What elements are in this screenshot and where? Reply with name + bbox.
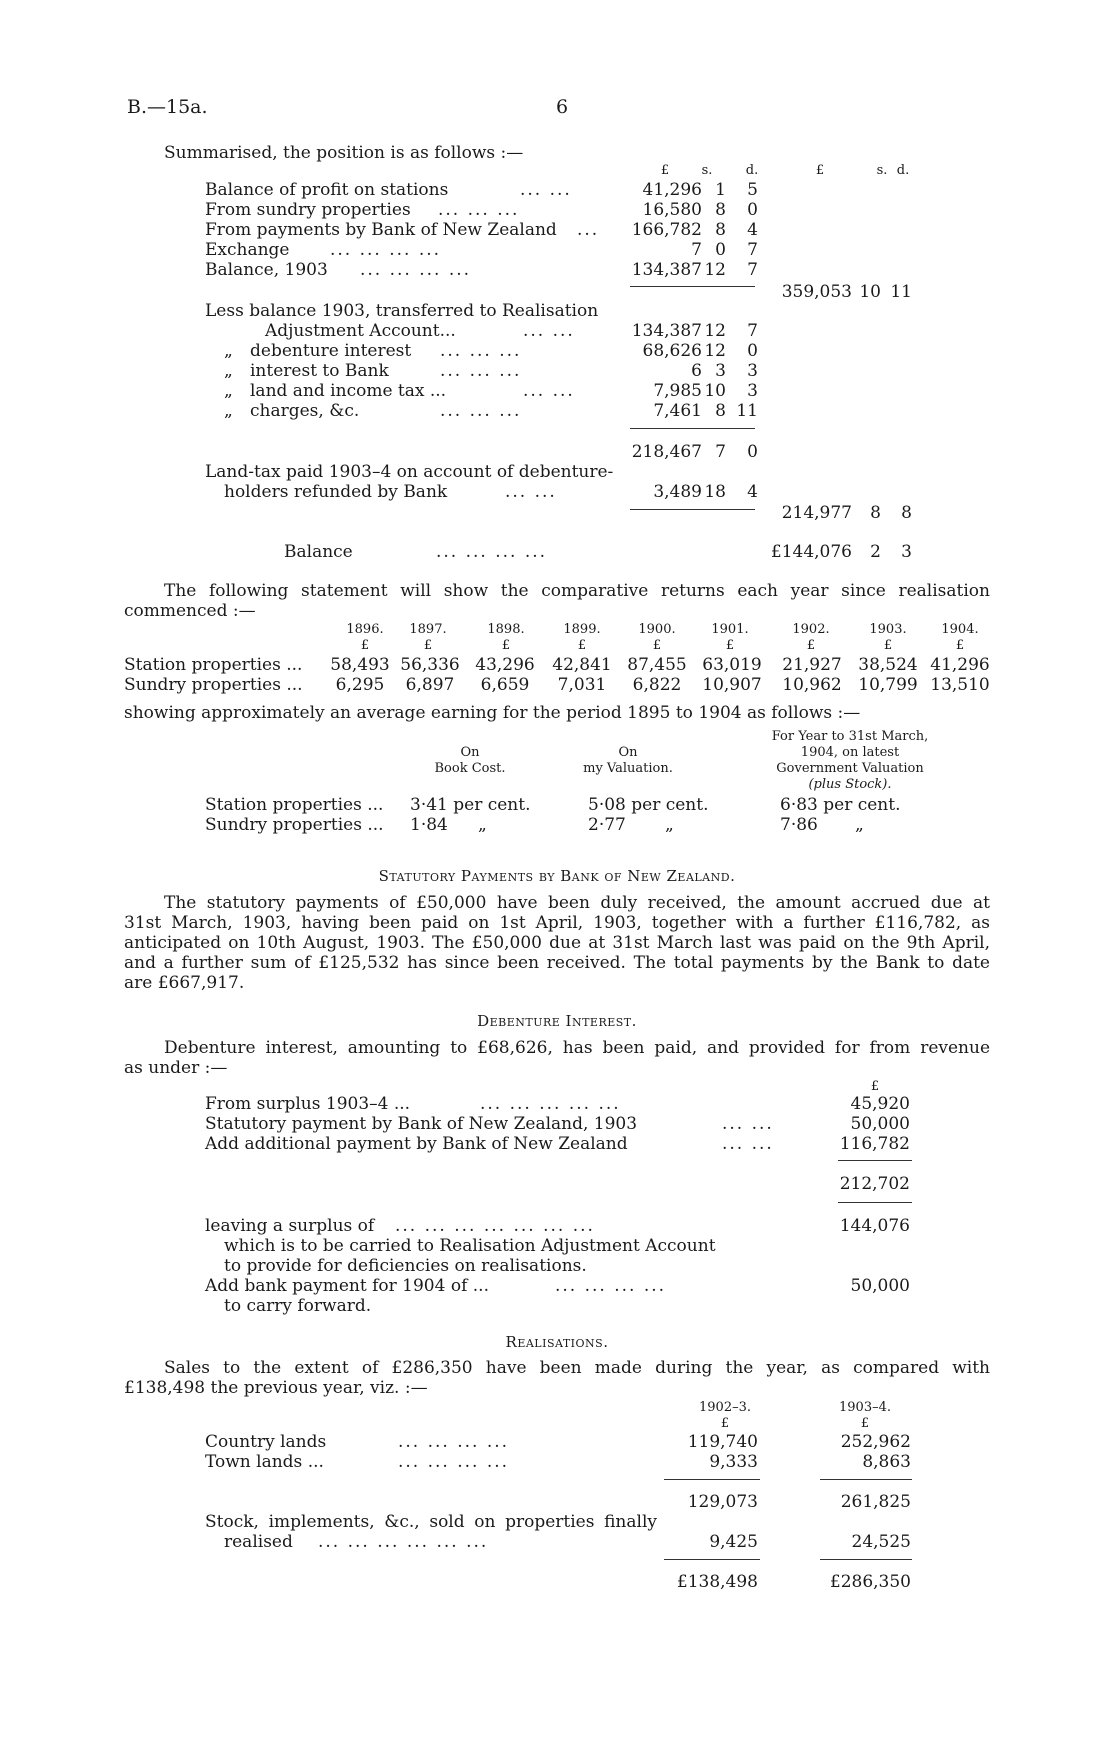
statutory-line-1: The statutory payments of £50,000 have been duly received, the amount accrued due at	[164, 893, 990, 913]
less-heading: Less balance 1903, transferred to Realisation	[205, 301, 599, 321]
avg-head-govt-4: (plus Stock).	[808, 777, 892, 792]
summary-total-1-shillings: 10	[859, 282, 881, 302]
document-page: B.—15a. 6 Summarised, the position is as follows :— £ s. d. £ s. d. Balance of profit on stations ... ... 41,296 1 5 From sundry properties ... ... ... 16,580 8 0 From payments by Bank of New Zealand ... 166,782 8 4 Exchange ... ... ... ... 7 0 7 Balance, 1903 ... ... ... ... 134,387 12 7 359,053 10 11 Less balance 1903, transferred to Realisation Adjustment Account... ... ... 134,387 12 7 „ debenture interest ... ... ... 68,626 12 0 „ interest to Bank ... ... ... 6 3 3 „ land and income tax ... ... ... 7,985 10 3 „ charges, &c. ... ... ... 7,461 8 11 218,467 7 0 Land-tax paid 1903–4 on account of debenture- holders refunded by Bank ... ... 3,489 18 4 214,977 8 8 Balance ... ... ... ... £144,076 2 3 The following statement will show the comparative returns each year since realisation commenced :— 1896. 1897. 1898. 1899. 1900. 1901. 1902. 1903. 1904. £ £ £ £ £ £ £ £ £ Station properties ... 58,493 56,336 43,296 42,841 87,455 63,019 21,927 38,524 41,296 Sundry properties ... 6,295 6,897 6,659 7,031 6,822 10,907 10,962 10,799 13,510 showing approximately an average earning for the period 1895 to 1904 as follows :— On Book Cost. On my Valuation. For Year to 31st March, 1904, on latest Government Valuation (plus Stock). Station properties ... 3·41 per cent. 5·08 per cent. 6·83 per cent. Sundry properties ... 1·84 „ 2·77 „ 7·86 „ Statutory Payments by Bank of New Zealand. The statutory payments of £50,000 have been duly received, the amount accrued due at 31st March, 1903, having been paid on 1st April, 1903, together with a further £116,782, as anticipated on 10th August, 1903. The £50,000 due at 31st March last was paid on the 9th April, and a further sum of £125,532 has since been received. The total payments by the Bank to date are £667,917. Debenture Interest. Debenture interest, amounting to £68,626, has been paid, and provided for from revenue as under :— £ From surplus 1903–4 ... ... ... ... ... ... 45,920 Statutory payment by Bank of New Zealand, 1903 ... ... 50,000 Add additional payment by Bank of New Zealand ... ... 116,782 212,702 leaving a surplus of ... ... ... ... ... ... ... 144,076 which is to be carried to Realisation Adjustment Account to provide for deficiencies on realisations. Add bank payment for 1904 of ... ... ... ... ... 50,000 to carry forward. Realisations. Sales to the extent of £286,350 have been made during the year, as compared with £138,498 the previous year, viz. :— 1902–3. 1903–4. £ £ Country lands ... ... ... ... 119,740 252,962 Town lands ... ... ... ... ... 9,333 8,863 129,073 261,825 Stock, implements, &c., sold on properties finally realised ... ... ... ... ... ... 9,425 24,525 £138,498 £286,350	[124, 96, 990, 1592]
sum-rule	[820, 1479, 912, 1480]
landtax-pence: 4	[747, 482, 758, 502]
col-head-pence-1: d.	[745, 163, 759, 178]
statutory-line-4: and a further sum of £125,532 has since been received. The total payments by the Bank to date	[124, 953, 990, 973]
average-intro: showing approximately an average earning for the period 1895 to 1904 as follows :—	[124, 703, 861, 723]
summary-total-1-pence: 11	[890, 282, 912, 302]
subtotal-shillings: 7	[715, 442, 726, 462]
realisations-subtotal-1: 129,073	[687, 1492, 758, 1512]
summary-total-1-pounds: 359,053	[781, 282, 852, 302]
surplus-dots: ... ... ... ... ... ... ...	[395, 1216, 595, 1236]
landtax-pounds: 3,489	[653, 482, 702, 502]
landtax-line-1: Land-tax paid 1903–4 on account of debenture-	[205, 462, 614, 482]
avg-head-valuation-1: On	[618, 745, 638, 760]
stock-value-1: 9,425	[709, 1532, 758, 1552]
col-head-pounds-2: £	[815, 163, 825, 178]
sum-rule	[838, 1160, 912, 1161]
sum-rule	[630, 509, 755, 510]
sum-rule	[838, 1202, 912, 1203]
subtotal-pence: 0	[747, 442, 758, 462]
col-head-pence-2: d.	[896, 163, 910, 178]
summary-intro: Summarised, the position is as follows :—	[164, 143, 524, 163]
page-number: 6	[556, 96, 569, 118]
surplus-note-1: which is to be carried to Realisation Adjustment Account	[224, 1236, 716, 1256]
realisations-unit-1: £	[720, 1416, 730, 1431]
landtax-line-2: holders refunded by Bank	[224, 482, 448, 502]
landtax-shillings: 18	[704, 482, 726, 502]
statutory-line-5: are £667,917.	[124, 973, 245, 993]
balance-shillings: 2	[870, 542, 881, 562]
realisations-year-2: 1903–4.	[839, 1400, 891, 1415]
realisations-total-1: £138,498	[676, 1572, 758, 1592]
summary-total-2-shillings: 8	[870, 503, 881, 523]
realisations-unit-2: £	[860, 1416, 870, 1431]
sum-rule	[664, 1559, 760, 1560]
statutory-line-3: anticipated on 10th August, 1903. The £50,000 due at 31st March last was paid on the 9th April,	[124, 933, 990, 953]
surplus-value: 144,076	[839, 1216, 910, 1236]
summary-total-2-pounds: 214,977	[781, 503, 852, 523]
surplus-label: leaving a surplus of	[205, 1216, 375, 1236]
col-head-pounds-1: £	[660, 163, 670, 178]
realisations-year-1: 1902–3.	[699, 1400, 751, 1415]
debenture-intro-line-2: as under :—	[124, 1058, 228, 1078]
balance-dots: ... ... ... ...	[436, 542, 548, 562]
stock-line-2: realised	[224, 1532, 293, 1552]
debenture-heading: Debenture Interest.	[477, 1012, 637, 1030]
stock-value-2: 24,525	[851, 1532, 911, 1552]
realisations-subtotal-2: 261,825	[840, 1492, 911, 1512]
avg-head-valuation-2: my Valuation.	[583, 761, 673, 776]
balance-label: Balance	[284, 542, 353, 562]
realisations-intro-line-1: Sales to the extent of £286,350 have been made during the year, as compared with	[164, 1358, 990, 1378]
avg-head-govt-1: For Year to 31st March,	[771, 729, 929, 744]
debenture-intro-line-1: Debenture interest, amounting to £68,626, has been paid, and provided for from revenue	[164, 1038, 990, 1058]
sum-rule	[630, 428, 755, 429]
balance-pounds: £144,076	[770, 542, 852, 562]
surplus-note-2: to provide for deficiencies on realisations.	[224, 1256, 587, 1276]
summary-total-2-pence: 8	[901, 503, 912, 523]
add-bank-value: 50,000	[850, 1276, 910, 1296]
statutory-line-2: 31st March, 1903, having been paid on 1st April, 1903, together with a further £116,782, as	[124, 913, 990, 933]
debenture-unit: £	[870, 1079, 880, 1094]
stock-dots: ... ... ... ... ... ...	[318, 1532, 489, 1552]
realisations-total-2: £286,350	[829, 1572, 911, 1592]
landtax-dots: ... ...	[505, 482, 557, 502]
col-head-shillings-2: s.	[876, 163, 888, 178]
col-head-shillings-1: s.	[701, 163, 713, 178]
sum-rule	[820, 1559, 912, 1560]
realisations-heading: Realisations.	[505, 1333, 609, 1351]
avg-head-book-cost-1: On	[460, 745, 480, 760]
subtotal-pounds: 218,467	[631, 442, 702, 462]
realisations-intro-line-2: £138,498 the previous year, viz. :—	[124, 1378, 428, 1398]
add-bank-label: Add bank payment for 1904 of ...	[205, 1276, 489, 1296]
statutory-heading: Statutory Payments by Bank of New Zealand.	[378, 867, 736, 885]
avg-head-govt-2: 1904, on latest	[800, 745, 900, 760]
avg-head-book-cost-2: Book Cost.	[434, 761, 506, 776]
debenture-total: 212,702	[839, 1174, 910, 1194]
sum-rule	[630, 286, 755, 287]
comparative-intro-line-2: commenced :—	[124, 601, 256, 621]
document-reference: B.—15a.	[127, 96, 208, 118]
avg-head-govt-3: Government Valuation	[776, 761, 924, 776]
comparative-intro-line-1: The following statement will show the comparative returns each year since realisation	[164, 581, 990, 601]
stock-line-1: Stock, implements, &c., sold on properties finally	[205, 1512, 657, 1532]
add-bank-dots: ... ... ... ...	[555, 1276, 667, 1296]
balance-pence: 3	[901, 542, 912, 562]
sum-rule	[664, 1479, 760, 1480]
add-bank-note: to carry forward.	[224, 1296, 372, 1316]
